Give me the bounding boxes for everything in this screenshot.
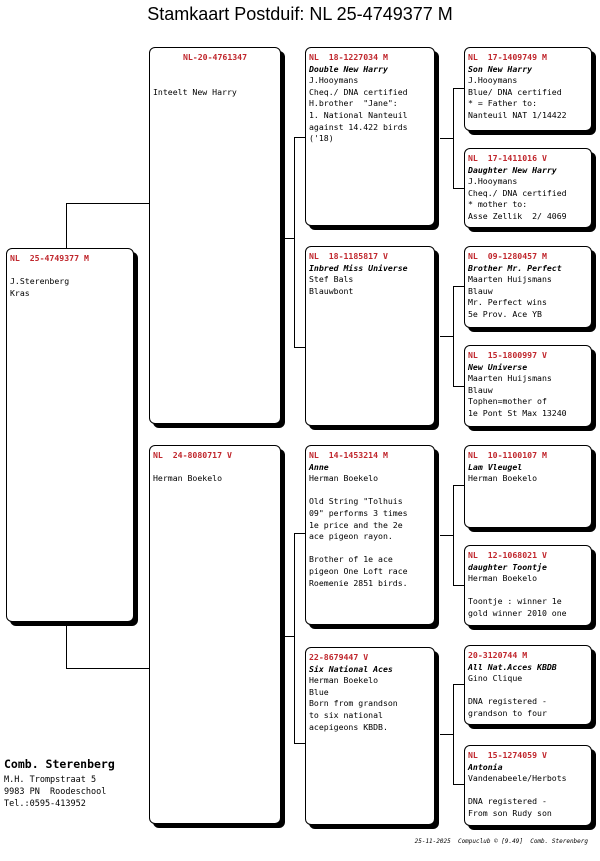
connector [440,138,453,139]
owner-address: M.H. Trompstraat 5 [4,775,97,785]
blank-line [153,75,277,87]
info-line: Gino Clique [468,673,523,684]
info-line: Blue/ DNA certified [468,86,562,97]
info-line: Old String "Tolhuis [309,496,403,507]
ring-number: NL 18-1227034 M [309,52,388,62]
connector [440,535,453,536]
info-line: 5e Prov. Ace YB [468,308,542,319]
subject-card[interactable] [6,248,134,622]
info-line: Cheq./ DNA certified [468,187,567,198]
info-line: H.brother "Jane": [309,98,398,109]
connector [282,636,294,637]
blank-line [468,585,588,597]
connector [440,336,453,337]
info-line: Brother of 1e ace [309,554,393,565]
ring-number: NL-20-4761347 [182,52,248,62]
info-line: DNA registered - [468,696,547,707]
pigeon-name: Antonia [468,761,503,772]
info-line: ('18) [309,133,334,144]
ring-number: NL 17-1411016 V [468,153,547,163]
blank-line [309,543,431,555]
page-title: Stamkaart Postduif: NL 25-4749377 M [147,4,453,24]
sire-dam-dam-card[interactable] [464,345,592,427]
blank-line [468,685,588,697]
connector [66,203,150,204]
blank-line [309,485,431,497]
blank-line [10,265,130,277]
blank-line [153,64,277,76]
info-line: Born from grandson [309,698,398,709]
info-line: DNA registered - [468,796,547,807]
owner-name: Comb. Sterenberg [4,757,115,771]
pigeon-name: daughter Toontje [468,561,547,572]
pigeon-name: Six National Aces [309,663,393,674]
pigeon-name: Double New Harry [309,63,388,74]
dam-dam-card[interactable] [305,647,435,825]
info-line: grandson to four [468,707,547,718]
sire-sire-card[interactable] [305,47,435,226]
pigeon-name: Inbred Miss Universe [309,262,408,273]
info-line: Asse Zellik 2/ 4069 [468,210,567,221]
owner-info [4,758,115,810]
footer-note: 25-11-2025 Compuclub © [9.49] Comb. Sterenberg [414,838,588,845]
owner-city: 9983 PN Roodeschool [4,787,107,797]
info-line: Blauw [468,285,493,296]
blank-line [468,785,588,797]
pigeon-name: Anne [309,461,329,472]
ring-number: NL 10-1100107 M [468,450,547,460]
connector [453,684,454,784]
info-line: Cheq./ DNA certified [309,86,408,97]
info-line: J.Hooymans [309,75,359,86]
info-line: * mother to: [468,199,528,210]
ring-number: NL 15-1800997 V [468,350,547,360]
pigeon-name: Brother Mr. Perfect [468,262,562,273]
info-line: Toontje : winner 1e [468,596,562,607]
ring-number: NL 14-1453214 M [309,450,388,460]
ring-number: NL 09-1280457 M [468,251,547,261]
info-line: Herman Boekelo [153,473,223,484]
ring-number: NL 15-1274059 V [468,750,547,760]
info-line: Kras [10,287,30,298]
sire-card[interactable] [149,47,281,424]
ring-number: NL 25-4749377 M [10,253,89,263]
connector [453,286,454,386]
info-line: J.Hooymans [468,176,518,187]
info-line: gold winner 2010 one [468,607,567,618]
dam-dam-sire-card[interactable] [464,645,592,725]
info-line: acepigeons KBDB. [309,721,388,732]
info-line: Nanteuil NAT 1/14422 [468,109,567,120]
info-line: Tophen=mother of [468,396,547,407]
ring-number: 22-8679447 V [309,652,369,662]
info-line: Blue [309,686,329,697]
info-line: J.Sterenberg [10,276,70,287]
info-line: Inteelt New Harry [153,86,237,97]
sire-dam-sire-card[interactable] [464,246,592,328]
pigeon-name: All Nat.Acces KBDB [468,661,557,672]
dam-sire-dam-card[interactable] [464,545,592,626]
info-line: Herman Boekelo [309,473,379,484]
info-line: 1. National Nanteuil [309,109,408,120]
connector [66,668,150,669]
blank-line [153,462,277,474]
info-line: ace pigeon rayon. [309,531,393,542]
info-line: Vandenabeele/Herbots [468,773,567,784]
info-line: Maarten Huijsmans [468,373,552,384]
ring-number: NL 12-1068021 V [468,550,547,560]
info-line: From son Rudy son [468,807,552,818]
info-line: 1e price and the 2e [309,519,403,530]
dam-sire-card[interactable] [305,445,435,625]
ring-number: NL 17-1409749 M [468,52,547,62]
info-line: Herman Boekelo [468,473,538,484]
sire-sire-dam-card[interactable] [464,148,592,228]
pigeon-name: New Universe [468,361,528,372]
info-line: 1e Pont St Max 13240 [468,407,567,418]
info-line: * = Father to: [468,98,538,109]
info-line: against 14.422 birds [309,121,408,132]
info-line: pigeon One Loft race [309,565,408,576]
pigeon-name: Daughter New Harry [468,164,557,175]
dam-sire-sire-card[interactable] [464,445,592,528]
info-line: Maarten Huijsmans [468,274,552,285]
info-line: to six national [309,709,383,720]
info-line: Roemenie 2851 birds. [309,577,408,588]
ring-number: NL 18-1185817 V [309,251,388,261]
dam-card[interactable] [149,445,281,824]
connector [294,533,295,743]
info-line: 09" performs 3 times [309,507,408,518]
info-line: Herman Boekelo [468,573,538,584]
owner-phone: Tel.:0595-413952 [4,799,86,809]
info-line: Herman Boekelo [309,675,379,686]
connector [282,238,294,239]
info-line: J.Hooymans [468,75,518,86]
info-line: Mr. Perfect wins [468,297,547,308]
sire-dam-card[interactable] [305,246,435,426]
pigeon-name: Son New Harry [468,63,533,74]
info-line: Blauwbont [309,285,354,296]
ring-number: NL 24-8080717 V [153,450,232,460]
ring-number: 20-3120744 M [468,650,528,660]
pigeon-name: Lam Vleugel [468,461,523,472]
connector [440,734,453,735]
connector [66,620,67,668]
info-line: Blauw [468,384,493,395]
connector [294,137,295,347]
connector [453,88,454,188]
dam-dam-dam-card[interactable] [464,745,592,826]
connector [453,485,454,585]
info-line: Stef Bals [309,274,354,285]
sire-sire-sire-card[interactable] [464,47,592,131]
